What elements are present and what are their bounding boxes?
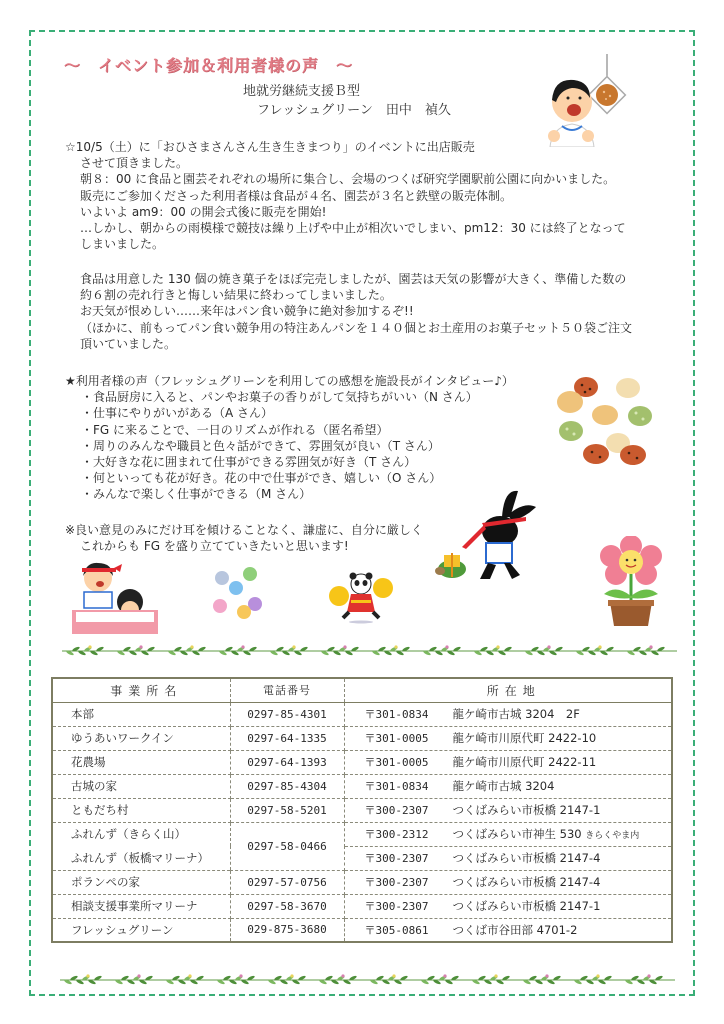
- closing-note-line: これからも FG を盛り立てていきたいと思います!: [80, 539, 349, 554]
- office-name: ポランペの家: [52, 870, 230, 894]
- office-address-cell: [344, 774, 672, 798]
- garland-bud: [494, 974, 497, 977]
- office-name: 古城の家: [52, 774, 230, 798]
- office-address: 龍ケ崎市古城 3204 2F: [452, 707, 580, 721]
- cookies-illustration: [548, 375, 658, 470]
- office-address: 龍ケ崎市川原代町 2422-10: [452, 731, 597, 745]
- user-voice-item: ・周りのみんなや職員と色々話ができて、雰囲気が良い（T さん）: [81, 438, 440, 453]
- office-name: 相談支援事業所マリーナ: [52, 894, 230, 918]
- closing-note-line: ※良い意見のみにだけ耳を傾けることなく、謙虚に、自分に厳しく: [65, 523, 423, 537]
- office-zip: 〒300-2307: [364, 804, 429, 817]
- office-address: つくば市谷田部 4701-2: [452, 922, 578, 937]
- boy-bread-eating-illustration: [540, 52, 640, 147]
- result-line: 食品は用意した 130 個の焼き菓子をほぼ完売しましたが、園芸は天気の影響が大きく、準備した数の: [80, 272, 627, 286]
- smiling-flower-illustration: [596, 536, 666, 628]
- garland-bud: [596, 974, 599, 977]
- office-address-cell: [344, 894, 672, 918]
- user-voice-item: ・大好きな花に囲まれて仕事ができる雰囲気が好き（T さん）: [81, 455, 417, 470]
- leaf-garland-divider: [62, 644, 677, 656]
- user-voice-item: ・食品厨房に入ると、パンやお菓子の香りがして気持ちがいい（N さん）: [81, 390, 478, 405]
- table-row: [52, 918, 672, 942]
- garland-bud: [545, 974, 548, 977]
- office-phone: 0297-58-3670: [230, 894, 344, 918]
- office-name: ゆうあいワークイン: [52, 726, 230, 750]
- office-address: つくばみらい市板橋 2147-4: [452, 851, 601, 865]
- garland-bud: [343, 645, 346, 648]
- office-address-cell: [344, 918, 672, 942]
- result-line: 約６割の売れ行きと悔しい結果に終わってしまいました。: [80, 288, 392, 303]
- office-address: 龍ケ崎市古城 3204: [452, 779, 555, 793]
- column-header-address: 所在地: [344, 678, 672, 702]
- panda-cheerleader-illustration: [327, 572, 395, 624]
- report-line: させて頂きました。: [80, 156, 189, 171]
- garland-bud: [292, 645, 295, 648]
- garland-bud: [188, 974, 191, 977]
- garland-bud: [290, 974, 293, 977]
- table-row: [52, 774, 672, 798]
- report-line: …しかし、朝からの雨模様で競技は繰り上げや中止が相次いでしまい、pm12：30 には終了となって: [80, 221, 626, 236]
- garland-bud: [647, 974, 650, 977]
- author-name: フレッシュグリーン 田中 禎久: [257, 103, 451, 118]
- office-phone: 0297-85-4304: [230, 774, 344, 798]
- author-organization: 地就労継続支援Ｂ型: [243, 84, 361, 99]
- office-zip: 〒301-0834: [364, 708, 429, 721]
- office-address-cell: [344, 798, 672, 822]
- garland-bud: [139, 645, 142, 648]
- report-line: ☆10/5（土）に「おひさまさんさん生き生きまつり」のイベントに出店販売: [65, 140, 475, 154]
- garland-bud: [649, 645, 652, 648]
- office-address-note: きらくやま内: [585, 831, 640, 841]
- office-name: ともだち村: [52, 798, 230, 822]
- table-row: [52, 846, 672, 870]
- table-row: [52, 750, 672, 774]
- office-phone: 0297-57-0756: [230, 870, 344, 894]
- confetti-flowers-illustration: [210, 566, 270, 621]
- office-address: つくばみらい市板橋 2147-1: [452, 899, 601, 913]
- report-line: 朝８：00 に食品と園芸それぞれの場所に集合し、会場のつくば研究学園駅前公園に向かいました。: [80, 172, 616, 187]
- user-voices-section: [65, 373, 545, 503]
- office-name: 花農場: [52, 750, 230, 774]
- office-address: つくばみらい市板橋 2147-4: [452, 875, 601, 889]
- office-phone: 029-875-3680: [230, 918, 344, 942]
- office-zip: 〒300-2307: [364, 900, 429, 913]
- office-name: ふれんず（板橋マリーナ）: [52, 846, 230, 870]
- office-zip: 〒305-0861: [364, 923, 429, 937]
- office-address: 龍ケ崎市川原代町 2422-11: [452, 755, 597, 769]
- table-row: [52, 894, 672, 918]
- user-voice-item: ・FG に来ることで、一日のリズムが作れる（匿名希望）: [81, 422, 389, 437]
- office-name: 本部: [52, 702, 230, 726]
- user-voice-item: ・仕事にやりがいがある（A さん）: [81, 406, 274, 421]
- garland-bud: [88, 645, 91, 648]
- office-address: つくばみらい市神生 530: [452, 827, 582, 841]
- office-phone: 0297-64-1393: [230, 750, 344, 774]
- office-phone: 0297-58-0466: [230, 822, 344, 870]
- garland-bud: [598, 645, 601, 648]
- office-zip: 〒300-2307: [364, 852, 429, 865]
- offices-table: [51, 677, 673, 943]
- table-row: [52, 870, 672, 894]
- result-line: 頂いていました。: [80, 336, 177, 351]
- closing-note: [65, 522, 485, 554]
- office-name: ふれんず（きらく山）: [52, 822, 230, 846]
- garland-bud: [239, 974, 242, 977]
- garland-bud: [241, 645, 244, 648]
- leaf-garland-divider: [60, 973, 675, 985]
- garland-bud: [547, 645, 550, 648]
- report-line: いよいよ am9：00 の開会式後に販売を開始!: [80, 204, 327, 219]
- table-header-row: [52, 678, 672, 702]
- office-zip: 〒301-0005: [364, 756, 429, 769]
- office-zip: 〒301-0834: [364, 780, 429, 793]
- office-phone: 0297-85-4301: [230, 702, 344, 726]
- result-line: （ほかに、前もってパン食い競争用の特注あんパンを１４０個とお土産用のお菓子セット５０袋ご注文: [80, 320, 633, 335]
- table-row: [52, 822, 672, 846]
- report-line: 販売にご参加くださった利用者様は食品が４名、園芸が３名と鉄壁の販売体制。: [80, 188, 513, 203]
- office-address-cell: [344, 822, 672, 846]
- garland-bud: [496, 645, 499, 648]
- children-relay-illustration: [68, 560, 168, 640]
- user-voice-item: ・みんなで楽しく仕事ができる（M さん）: [81, 487, 312, 502]
- event-results: [80, 271, 685, 352]
- office-address: つくばみらい市板橋 2147-1: [452, 803, 601, 817]
- report-line: しまいました。: [80, 237, 165, 252]
- garland-bud: [445, 645, 448, 648]
- garland-bud: [341, 974, 344, 977]
- office-address-cell: [344, 846, 672, 870]
- office-name: フレッシュグリーン: [52, 918, 230, 942]
- table-row: [52, 702, 672, 726]
- table-row: [52, 726, 672, 750]
- office-phone: 0297-58-5201: [230, 798, 344, 822]
- garland-bud: [392, 974, 395, 977]
- column-header-phone: 電話番号: [230, 678, 344, 702]
- author-block: [243, 82, 451, 120]
- office-phone: 0297-64-1335: [230, 726, 344, 750]
- user-voices-title: ★利用者様の声（フレッシュグリーンを利用しての感想を施設長がインタビュー♪）: [65, 374, 514, 388]
- table-row: [52, 798, 672, 822]
- event-report: [65, 139, 685, 252]
- result-line: お天気が恨めしい……来年はパン食い競争に絶対参加するぞ!!: [80, 304, 414, 319]
- office-zip: 〒300-2307: [364, 876, 429, 889]
- rabbit-turtle-race-illustration: [432, 487, 542, 587]
- garland-bud: [394, 645, 397, 648]
- garland-bud: [443, 974, 446, 977]
- office-address-cell: [344, 702, 672, 726]
- garland-bud: [86, 974, 89, 977]
- user-voice-item: ・何といっても花が好き。花の中で仕事ができ、嬉しい（O さん）: [81, 471, 442, 486]
- garland-bud: [190, 645, 193, 648]
- column-header-office-name: 事業所名: [52, 678, 230, 702]
- office-address-cell: [344, 870, 672, 894]
- office-zip: 〒301-0005: [364, 732, 429, 745]
- page-title: ～ イベント参加＆利用者様の声 ～: [64, 56, 354, 75]
- office-zip: 〒300-2312: [364, 828, 429, 841]
- garland-bud: [137, 974, 140, 977]
- office-address-cell: [344, 726, 672, 750]
- office-address-cell: [344, 750, 672, 774]
